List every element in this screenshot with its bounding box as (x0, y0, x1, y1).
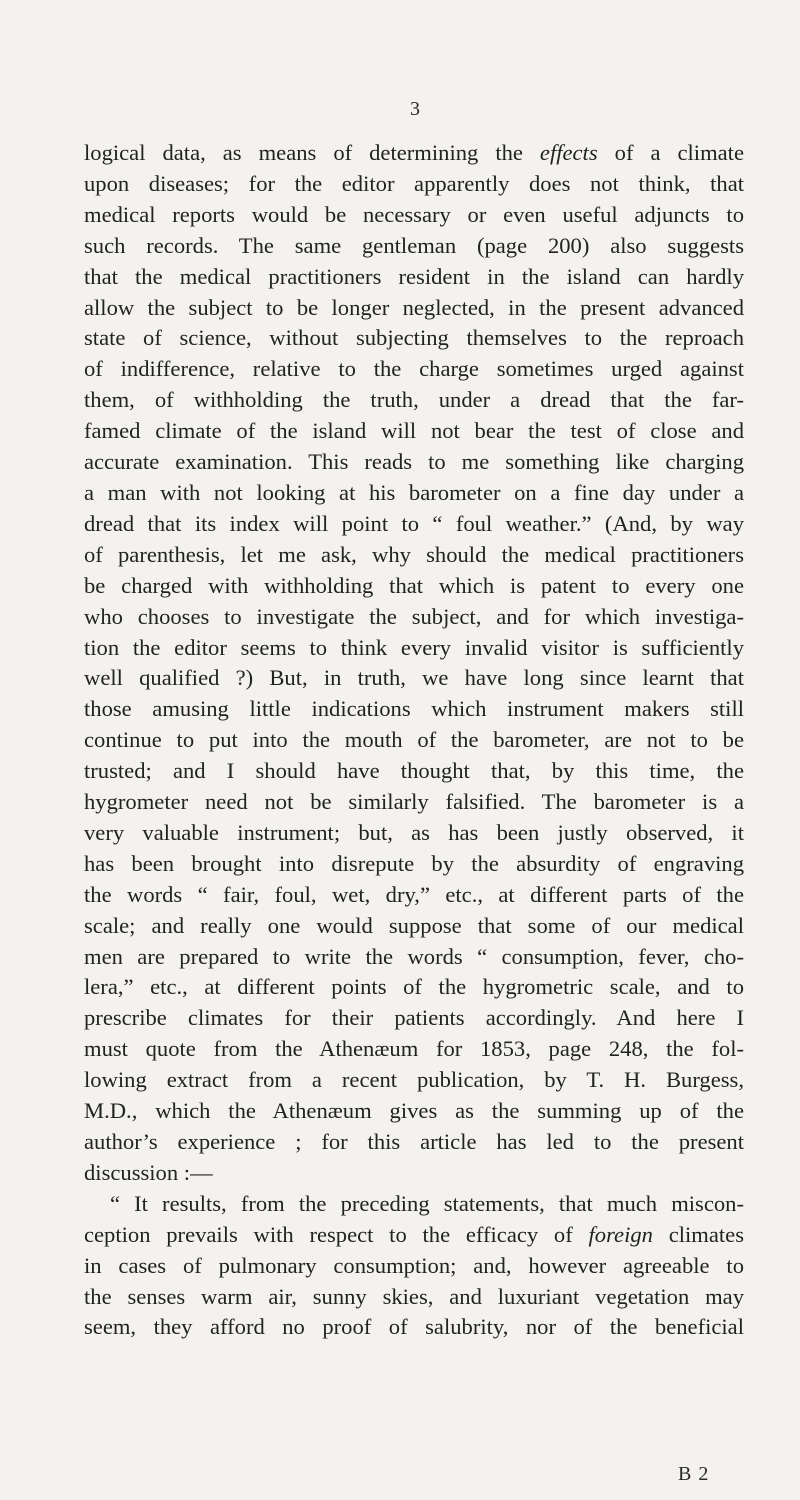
main-line: lowing extract from a recent publication, by T. H. Burgess, (84, 1067, 744, 1093)
main-line: scale; and really one would suppose that some of our medical (84, 912, 744, 938)
quote-line: seem, they afford no proof of salubrity, nor of the beneficial (84, 1314, 744, 1340)
main-line: prescribe climates for their patients accordingly. And here I (84, 1005, 744, 1031)
main-line: men are prepared to write the words “ consumption, fever, cho- (84, 943, 744, 969)
main-line: that the medical practitioners resident in the island can hardly (84, 263, 744, 289)
main-line: state of science, without subjecting themselves to the reproach (84, 325, 744, 351)
main-line: dread that its index will point to “ foul weather.” (And, by way (84, 510, 744, 536)
main-line: medical reports would be necessary or even useful adjuncts to (84, 201, 744, 227)
main-line: the words “ fair, foul, wet, dry,” etc., at different parts of the (84, 881, 744, 907)
main-line: M.D., which the Athenæum gives as the summing up of the (84, 1098, 744, 1124)
quote-line: the senses warm air, sunny skies, and luxuriant vegetation may (84, 1283, 744, 1309)
body-text (84, 138, 744, 1343)
quote-line: ception prevails with respect to the efficacy of foreign climates (84, 1221, 744, 1247)
page-number: 3 (410, 98, 420, 120)
paragraph-quote (84, 1189, 744, 1344)
main-line: tion the editor seems to think every invalid visitor is sufficiently (84, 634, 744, 660)
main-line: must quote from the Athenæum for 1853, page 248, the fol- (84, 1036, 744, 1062)
main-line: hygrometer need not be similarly falsified. The barometer is a (84, 789, 744, 815)
main-line: discussion :— (84, 1159, 213, 1185)
italic-text: effects (539, 140, 598, 165)
main-line: such records. The same gentleman (page 200) also suggests (84, 232, 744, 258)
main-line: accurate examination. This reads to me something like charging (84, 449, 744, 475)
main-line: has been brought into disrepute by the absurdity of engraving (84, 850, 744, 876)
main-line: well qualified ?) But, in truth, we have long since learnt that (84, 665, 744, 691)
main-line: who chooses to investigate the subject, and for which investiga- (84, 603, 744, 629)
quote-line: “ It results, from the preceding statements, that much miscon- (110, 1190, 744, 1216)
main-line: them, of withholding the truth, under a dread that the far- (84, 387, 744, 413)
main-line: allow the subject to be longer neglected, in the present advanced (84, 294, 744, 320)
main-line: those amusing little indications which instrument makers still (84, 696, 744, 722)
main-line: author’s experience ; for this article has led to the present (84, 1129, 744, 1154)
signature-mark: B 2 (678, 1463, 710, 1485)
main-line: of parenthesis, let me ask, why should the medical practitioners (84, 541, 744, 567)
main-line: trusted; and I should have thought that, by this time, the (84, 758, 744, 784)
quote-line: in cases of pulmonary consumption; and, however agreeable to (84, 1252, 744, 1278)
main-line: famed climate of the island will not bear the test of close and (84, 418, 744, 444)
main-line: upon diseases; for the editor apparently does not think, that (84, 170, 744, 196)
main-line: lera,” etc., at different points of the hygrometric scale, and to (84, 974, 744, 1000)
italic-text: foreign (588, 1221, 653, 1247)
main-line: be charged with withholding that which is patent to every one (84, 572, 744, 598)
main-line: of indifference, relative to the charge sometimes urged against (84, 356, 744, 382)
main-line: very valuable instrument; but, as has been justly observed, it (84, 819, 744, 845)
main-line: a man with not looking at his barometer on a fine day under a (84, 479, 744, 505)
main-line: continue to put into the mouth of the barometer, are not to be (84, 727, 744, 753)
paragraph-main (84, 138, 744, 1189)
main-line: logical data, as means of determining the effects of a climate (84, 140, 744, 165)
